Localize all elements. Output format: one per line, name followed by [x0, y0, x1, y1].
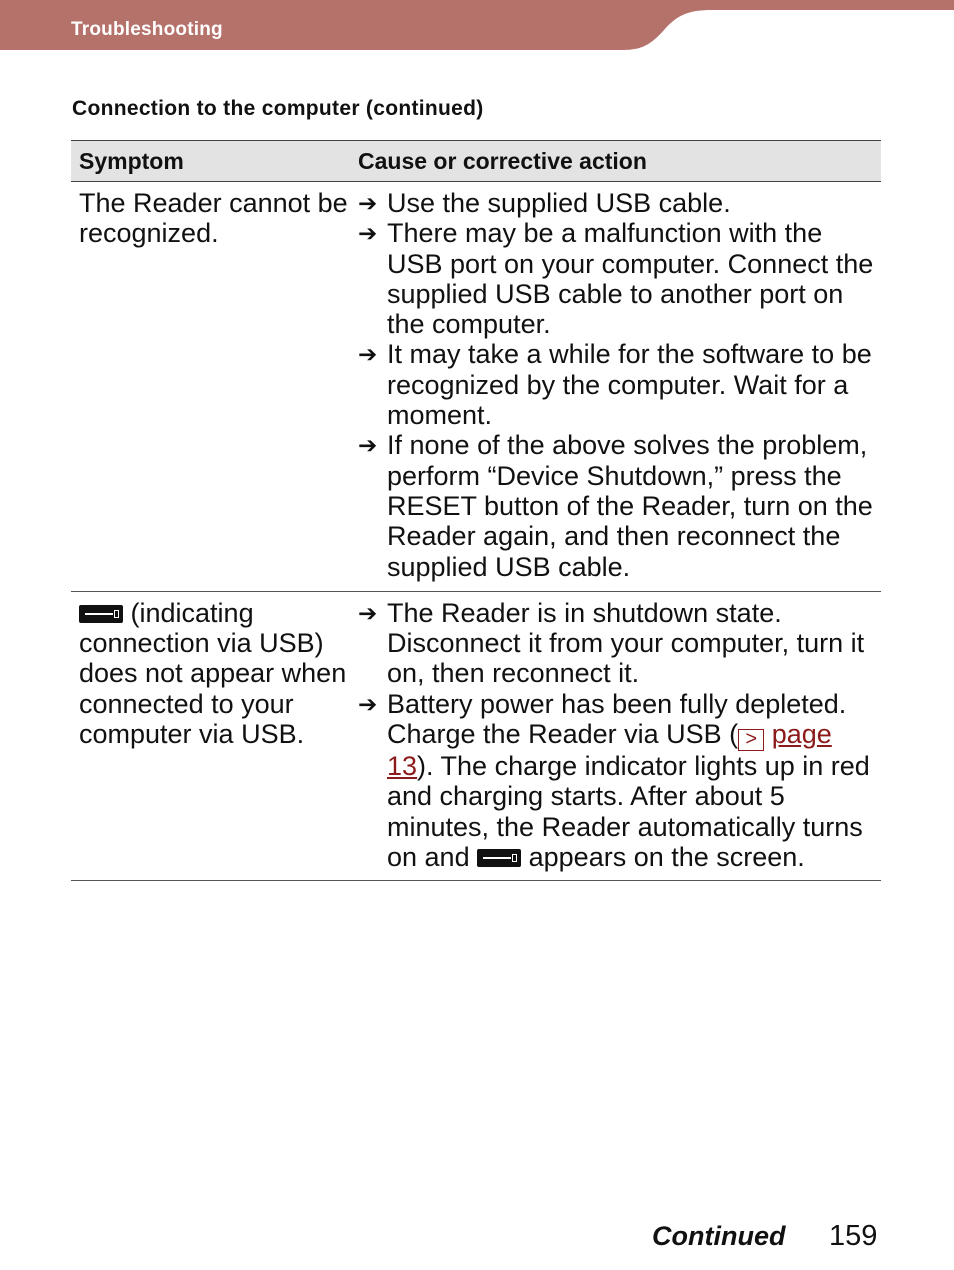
action-text: The Reader is in shutdown state. Disconnect it from your computer, turn it on, then reconnect it.	[387, 597, 865, 689]
arrow-right-icon: ➔	[358, 220, 378, 247]
header-symptom: Symptom	[79, 147, 184, 174]
header-cause: Cause or corrective action	[358, 147, 647, 174]
usb-connection-icon	[477, 849, 521, 867]
arrow-right-icon: ➔	[358, 341, 378, 368]
page-title: Connection to the computer (continued)	[72, 97, 484, 120]
action-text: It may take a while for the software to be recognized by the computer. Wait for a moment.	[387, 339, 872, 431]
symptom-cell	[71, 598, 358, 872]
page-reference-icon[interactable]: >	[738, 729, 764, 751]
continued-label: Continued	[652, 1221, 786, 1251]
action-item	[358, 689, 881, 872]
arrow-right-icon: ➔	[358, 690, 378, 717]
action-item	[358, 218, 881, 339]
action-text-after-link: ). The charge indicator lights up in red and charging starts. After about 5 minutes, the Reader automatically turns on and	[387, 751, 870, 872]
arrow-right-icon: ➔	[358, 190, 378, 216]
action-item	[358, 188, 881, 218]
cause-cell	[358, 598, 881, 872]
cause-cell	[358, 188, 881, 582]
action-text-after-icon: appears on the screen.	[528, 841, 805, 872]
section-label: Troubleshooting	[71, 19, 223, 40]
arrow-right-icon: ➔	[358, 599, 378, 626]
usb-connection-icon	[79, 605, 123, 623]
page-number: 159	[829, 1220, 878, 1252]
header-band	[0, 0, 954, 52]
action-item	[358, 598, 881, 689]
table-row	[71, 592, 881, 881]
table-row	[71, 182, 881, 592]
action-text: Use the supplied USB cable.	[387, 188, 731, 218]
table-header	[71, 140, 881, 182]
action-item	[358, 339, 881, 430]
action-text	[387, 689, 881, 872]
page-link[interactable]: page 13	[387, 719, 832, 782]
action-text-before-link: Battery power has been fully depleted. Charge the Reader via USB (	[387, 688, 847, 750]
action-text: There may be a malfunction with the USB port on your computer. Connect the supplied USB cable to another port on the computer.	[387, 218, 874, 340]
troubleshooting-table	[71, 140, 881, 881]
action-text: If none of the above solves the problem, perform “Device Shutdown,” press the RESET button of the Reader, turn on the Reader again, and then reconnect the supplied USB cable.	[387, 430, 873, 582]
symptom-cell: The Reader cannot be recognized.	[79, 188, 348, 249]
action-item	[358, 430, 881, 581]
symptom-text: (indicating connection via USB) does not appear when connected to your computer via USB.	[79, 597, 347, 750]
arrow-right-icon: ➔	[358, 432, 378, 459]
